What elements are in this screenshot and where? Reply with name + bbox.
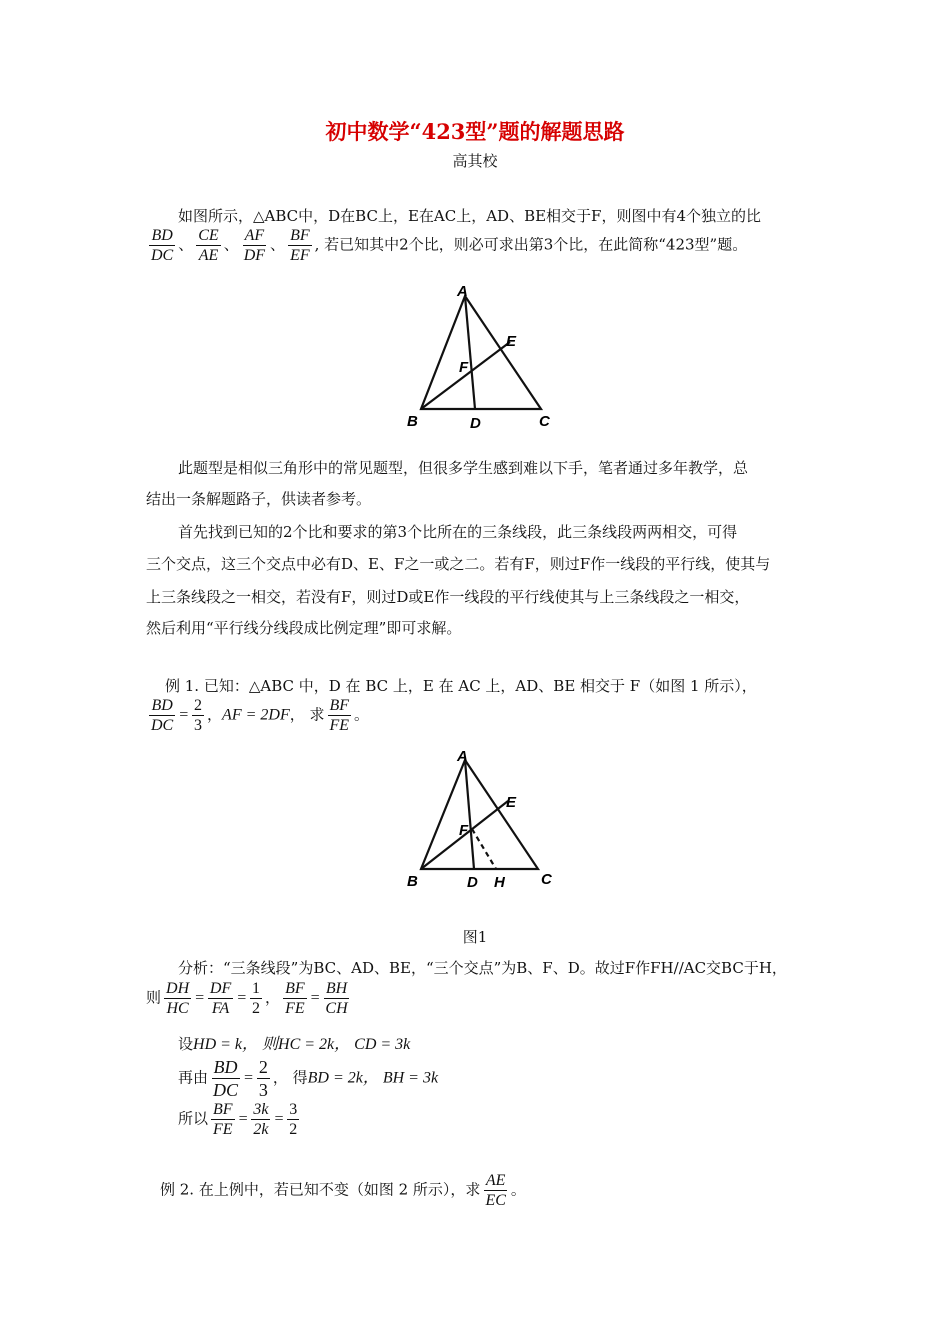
analysis-so-line: 所以 $\frac{BF}{FE}$ = $\frac{3k}{2k}$ = $\frac{3}{2}$ — [178, 1101, 298, 1138]
ratio-bf-ef: $\frac{BF}{EF}$ — [290, 227, 310, 264]
triangle-abc — [421, 296, 541, 409]
analysis-set-line: 设HD = k， 则HC = 2k， CD = 3k — [178, 1035, 411, 1053]
label-h: H — [494, 874, 505, 891]
example2-ask-fraction: $\frac{AE}{EC}$ — [485, 1172, 506, 1209]
label-f: F — [459, 822, 469, 839]
label-e: E — [506, 794, 517, 811]
intro-line-2-tail: , 若已知其中2个比，则必可求出第3个比，在此简称“423型”题。 — [314, 235, 748, 254]
example1-given-value: $\frac{2}{3}$ — [194, 697, 203, 734]
ratio-ce-ae: $\frac{CE}{AE}$ — [198, 227, 219, 264]
para2-line-1: 首先找到已知的2个比和要求的第3个比所在的三条线段，此三条线段两两相交，可得 — [178, 523, 738, 541]
example1-given-fraction: $\frac{BD}{DC}$ — [151, 697, 174, 734]
label-d: D — [467, 874, 478, 891]
figure-1 — [395, 745, 565, 895]
label-c: C — [539, 413, 550, 430]
fraction-two-thirds: $\frac{2}{3}$ — [258, 1057, 268, 1100]
label-c: C — [541, 871, 552, 888]
fraction-df-fa: $\frac{DF}{FA}$ — [209, 980, 232, 1017]
author: 高其校 — [452, 152, 498, 170]
para2-line-4: 然后利用“平行线分线段成比例定理”即可求解。 — [146, 619, 462, 637]
example1-line-2: $\frac{BD}{DC}$ = $\frac{2}{3}$ ，AF = 2DF， 求 $\frac{BF}{FE}$ 。 — [151, 697, 370, 734]
fraction-bd-dc: $\frac{BD}{DC}$ — [213, 1057, 239, 1100]
para2-line-2: 三个交点，这三个交点中必有D、E、F之一或之二。若有F，则过F作一线段的平行线，使其与 — [146, 555, 771, 573]
label-e: E — [506, 333, 517, 350]
label-d: D — [470, 415, 481, 432]
label-a: A — [457, 748, 468, 765]
analysis-line-2: 则 $\frac{DH}{HC}$ = $\frac{DF}{FA}$ = $\frac{1}{2}$ ， $\frac{BF}{FE}$ = $\frac{BH}{CH}$ — [146, 980, 348, 1017]
analysis-line-1: 分析：“三条线段”为BC、AD、BE，“三个交点”为B、F、D。故过F作FH//AC交BC于H， — [178, 959, 787, 977]
label-b: B — [407, 413, 418, 430]
page-title: 初中数学“423型”题的解题思路 — [325, 119, 625, 144]
para1-line-2: 结出一条解题路子，供读者参考。 — [146, 490, 372, 508]
example1-ask-fraction: $\frac{BF}{FE}$ — [329, 697, 350, 734]
fraction-bh-ch: $\frac{BH}{CH}$ — [325, 980, 348, 1017]
para1-line-1: 此题型是相似三角形中的常见题型，但很多学生感到难以下手，笔者通过多年教学，总 — [178, 459, 749, 477]
segment-ad — [465, 296, 475, 409]
label-f: F — [459, 359, 469, 376]
analysis-again-line: 再由 $\frac{BD}{DC}$ = $\frac{2}{3}$ ， 得BD = 2k， BH = 3k — [178, 1057, 439, 1100]
intro-line-2: $\frac{BD}{DC}$ 、 $\frac{CE}{AE}$ 、 $\frac{AF}{DF}$ 、 $\frac{BF}{EF}$ , 若已知其中2个比，则必可求出第3个比，在此简称“423型”题。 — [151, 227, 748, 264]
ratio-af-df: $\frac{AF}{DF}$ — [243, 227, 266, 264]
segment-fh-dashed — [472, 829, 496, 869]
fraction-one-half: $\frac{1}{2}$ — [252, 980, 261, 1017]
fraction-bf-fe-result: $\frac{BF}{FE}$ — [213, 1101, 233, 1138]
fraction-dh-hc: $\frac{DH}{HC}$ — [166, 980, 190, 1017]
triangle-abc — [421, 760, 538, 869]
figure-1-caption: 图1 — [462, 928, 488, 946]
segment-ad — [465, 760, 474, 869]
example1-af-equation: AF = 2DF — [222, 706, 290, 724]
label-b: B — [407, 873, 418, 890]
fraction-3k-2k: $\frac{3k}{2k}$ — [253, 1101, 269, 1138]
example2-line: 例 2. 在上例中，若已知不变（如图 2 所示），求 $\frac{AE}{EC}$ 。 — [160, 1172, 526, 1209]
label-a: A — [457, 283, 468, 300]
ratio-bd-dc: $\frac{BD}{DC}$ — [151, 227, 174, 264]
para2-line-3: 上三条线段之一相交，若没有F，则过D或E作一线段的平行线使其与上三条线段之一相交， — [146, 588, 750, 606]
fraction-three-halves: $\frac{3}{2}$ — [289, 1101, 298, 1138]
intro-line-1: 如图所示，△ABC中，D在BC上，E在AC上，AD、BE相交于F，则图中有4个独立的比 — [178, 207, 761, 225]
example1-line-1: 例 1. 已知：△ABC 中，D 在 BC 上，E 在 AC 上，AD、BE 相交于 F（如图 1 所示）， — [165, 677, 757, 695]
fraction-bf-fe: $\frac{BF}{FE}$ — [285, 980, 305, 1017]
triangle-figure — [395, 278, 565, 438]
